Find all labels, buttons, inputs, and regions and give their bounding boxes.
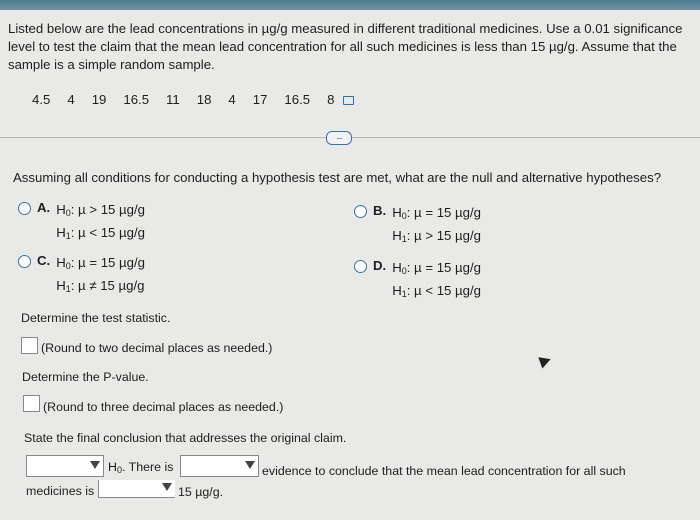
option-c-letter: C. [37, 253, 51, 268]
chevron-down-icon [90, 461, 100, 469]
option-d-radio[interactable] [354, 260, 367, 273]
option-a-radio[interactable] [18, 202, 31, 215]
data-value: 4.5 [32, 92, 51, 107]
data-value: 17 [252, 92, 268, 107]
data-value: 16.5 [284, 92, 311, 107]
option-d[interactable] [354, 258, 481, 304]
chevron-down-icon [245, 461, 255, 469]
option-c[interactable] [18, 253, 145, 299]
chevron-down-icon [162, 483, 172, 491]
option-b-letter: B. [373, 203, 387, 218]
test-statistic-hint: (Round to two decimal places as needed.) [41, 341, 273, 355]
comparison-dropdown[interactable] [98, 480, 175, 498]
data-value: 16.5 [123, 92, 150, 107]
data-value: 11 [166, 92, 180, 107]
p-value-hint: (Round to three decimal places as needed.) [43, 400, 284, 414]
conclusion-label: State the final conclusion that addresses the original claim. [24, 431, 347, 445]
test-statistic-label: Determine the test statistic. [21, 311, 171, 325]
top-header-bar [0, 0, 700, 10]
conclusion-h0-text: $H_0$. There is [108, 460, 174, 475]
option-a[interactable] [18, 200, 145, 246]
option-b-hypotheses: $H_0$: µ = 15 µg/g $H_1$: µ > 15 µg/g [392, 205, 481, 244]
expand-more-button[interactable]: .... [326, 131, 352, 145]
option-b-h1: : µ > 15 µg/g [406, 228, 481, 243]
option-c-radio[interactable] [18, 255, 31, 268]
p-value-input[interactable] [23, 395, 40, 412]
data-values-row [32, 92, 354, 107]
option-a-h1: : µ < 15 µg/g [70, 225, 145, 240]
option-c-h0: : µ = 15 µg/g [70, 255, 145, 270]
option-a-h0: : µ > 15 µg/g [70, 202, 145, 217]
copy-data-icon[interactable] [343, 96, 354, 105]
problem-statement: Listed below are the lead concentrations in µg/g measured in different traditional medicines. Use a 0.01 significance level to test the claim that the mean lead concentration for all such medicines is less than 15 µg/g. Assume that the sample is a simple random sample. [8, 21, 683, 72]
conclusion-after-text: evidence to conclude that the mean lead concentration for all such [262, 464, 626, 478]
test-statistic-input[interactable] [21, 337, 38, 354]
option-a-hypotheses: $H_0$: µ > 15 µg/g $H_1$: µ < 15 µg/g [56, 202, 145, 241]
data-value: 4 [228, 92, 236, 107]
data-value: 4 [67, 92, 75, 107]
option-c-hypotheses: $H_0$: µ = 15 µg/g $H_1$: µ ≠ 15 µg/g [56, 255, 145, 294]
data-value: 19 [91, 92, 107, 107]
option-b[interactable] [354, 203, 481, 249]
conclusion-line2-end: 15 µg/g. [178, 485, 224, 499]
option-a-letter: A. [37, 200, 51, 215]
conclusion-line2-start: medicines is [26, 484, 95, 498]
p-value-label: Determine the P-value. [22, 370, 149, 384]
option-d-hypotheses: $H_0$: µ = 15 µg/g $H_1$: µ < 15 µg/g [392, 260, 481, 299]
option-d-h1: : µ < 15 µg/g [406, 283, 481, 298]
reject-decision-dropdown[interactable] [26, 455, 104, 477]
option-d-h0: : µ = 15 µg/g [406, 260, 481, 275]
evidence-dropdown[interactable] [180, 455, 259, 477]
data-value: 18 [196, 92, 212, 107]
option-d-letter: D. [373, 258, 387, 273]
mouse-cursor-icon [538, 353, 552, 368]
option-b-h0: : µ = 15 µg/g [406, 205, 481, 220]
option-c-h1: : µ ≠ 15 µg/g [70, 278, 145, 293]
data-value: 8 [327, 92, 335, 107]
option-b-radio[interactable] [354, 205, 367, 218]
hypothesis-question: Assuming all conditions for conducting a hypothesis test are met, what are the null and alternative hypotheses? [13, 170, 662, 185]
